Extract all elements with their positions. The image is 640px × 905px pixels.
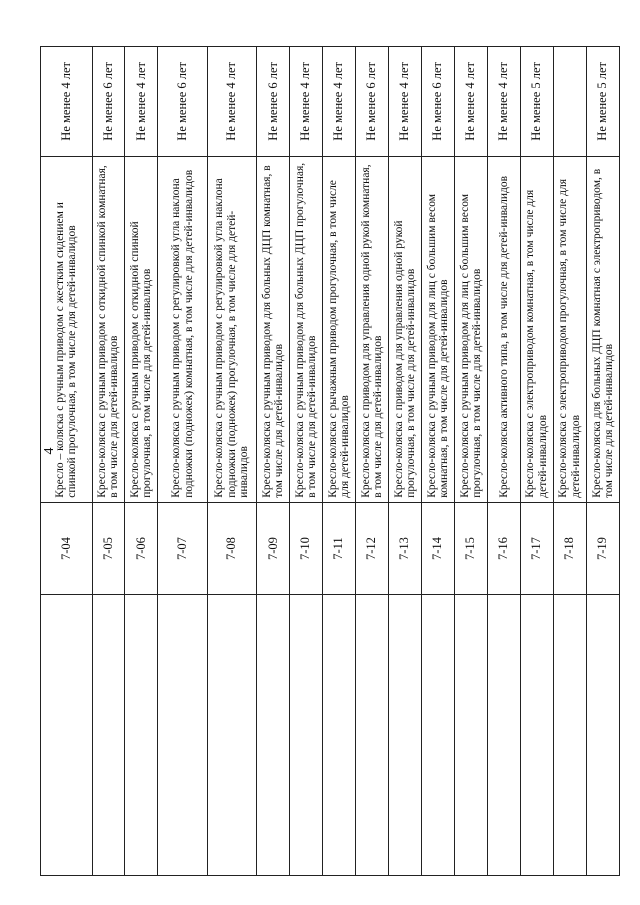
row-term: Не менее 4 лет <box>290 47 323 157</box>
table-row <box>487 47 520 876</box>
empty-cell <box>586 595 619 876</box>
row-term: Не менее 4 лет <box>207 47 256 157</box>
row-code: 7-13 <box>389 502 422 595</box>
row-code: 7-17 <box>520 502 553 595</box>
row-term <box>553 47 586 157</box>
row-name: Кресло-коляска с электроприводом прогулочная, в том числе для детей-инвалидов <box>553 156 586 502</box>
row-name: Кресло-коляска с ручным приводом для лиц с большим весом комнатная, в том числе для детей-инвалидов <box>422 156 455 502</box>
row-code: 7-09 <box>257 502 290 595</box>
empty-cell <box>257 595 290 876</box>
empty-cell <box>389 595 422 876</box>
row-name: Кресло – коляска с ручным приводом с жестким сидением и спинкой прогулочная, в том числе для детей-инвалидов <box>41 156 93 502</box>
row-term: Не менее 6 лет <box>158 47 207 157</box>
row-name: Кресло-коляска с ручным приводом с откидной спинкой прогулочная, в том числе для детей-инвалидов <box>125 156 158 502</box>
empty-cell <box>207 595 256 876</box>
row-term: Не менее 6 лет <box>422 47 455 157</box>
table-row <box>520 47 553 876</box>
row-term: Не менее 6 лет <box>257 47 290 157</box>
table-row <box>257 47 290 876</box>
table-row <box>553 47 586 876</box>
table-row <box>455 47 488 876</box>
table-row <box>125 47 158 876</box>
row-code: 7-14 <box>422 502 455 595</box>
empty-cell <box>323 595 356 876</box>
row-name: Кресло-коляска с приводом для управления одной рукой комнатная, в том числе для детей-инвалидов <box>356 156 389 502</box>
table-row <box>422 47 455 876</box>
row-code: 7-15 <box>455 502 488 595</box>
row-code: 7-12 <box>356 502 389 595</box>
row-code: 7-18 <box>553 502 586 595</box>
row-name: Кресло-коляска с приводом для управления одной рукой прогулочная, в том числе для детей-инвалидов <box>389 156 422 502</box>
empty-cell <box>92 595 125 876</box>
empty-cell <box>41 595 93 876</box>
table-row <box>290 47 323 876</box>
empty-cell <box>455 595 488 876</box>
row-name: Кресло-коляска с ручным приводом для больных ДЦП прогулочная, в том числе для детей-инвалидов <box>290 156 323 502</box>
row-name: Кресло-коляска с рычажным приводом прогулочная, в том числе для детей-инвалидов <box>323 156 356 502</box>
row-name: Кресло-коляска с электроприводом комнатная, в том числе для детей-инвалидов <box>520 156 553 502</box>
row-term: Не менее 4 лет <box>389 47 422 157</box>
table-row <box>586 47 619 876</box>
empty-cell <box>125 595 158 876</box>
table-row <box>92 47 125 876</box>
row-name: Кресло-коляска с ручным приводом для лиц с большим весом прогулочная, в том числе для детей-инвалидов <box>455 156 488 502</box>
row-code: 7-06 <box>125 502 158 595</box>
table-row <box>41 47 93 876</box>
table-row <box>389 47 422 876</box>
row-code: 7-16 <box>487 502 520 595</box>
row-term: Не менее 6 лет <box>356 47 389 157</box>
empty-cell <box>422 595 455 876</box>
empty-cell <box>487 595 520 876</box>
row-term: Не менее 4 лет <box>323 47 356 157</box>
row-code: 7-10 <box>290 502 323 595</box>
row-name: Кресло-коляска для больных ДЦП комнатная с электроприводом, в том числе для детей-инвалидов <box>586 156 619 502</box>
row-term: Не менее 6 лет <box>92 47 125 157</box>
row-code: 7-07 <box>158 502 207 595</box>
empty-cell <box>553 595 586 876</box>
row-term: Не менее 5 лет <box>586 47 619 157</box>
row-term: Не менее 4 лет <box>487 47 520 157</box>
row-name: Кресло-коляска с ручным приводом для больных ДЦП комнатная, в том числе для детей-инвалидов <box>257 156 290 502</box>
empty-cell <box>158 595 207 876</box>
page-number: 4 <box>42 447 57 455</box>
row-code: 7-08 <box>207 502 256 595</box>
empty-cell <box>356 595 389 876</box>
row-code: 7-04 <box>41 502 93 595</box>
empty-cell <box>520 595 553 876</box>
rotated-table-container <box>40 46 620 876</box>
row-name: Кресло-коляска с ручным приводом с регулировкой угла наклона подножки (подножек) комнатная, в том числе для детей-инвалидов <box>158 156 207 502</box>
table-row <box>356 47 389 876</box>
row-term: Не менее 4 лет <box>125 47 158 157</box>
empty-cell <box>290 595 323 876</box>
row-term: Не менее 4 лет <box>455 47 488 157</box>
row-name: Кресло-коляска с ручным приводом с откидной спинкой комнатная, в том числе для детей-инвалидов <box>92 156 125 502</box>
table-row <box>323 47 356 876</box>
row-name: Кресло-коляска активного типа, в том числе для детей-инвалидов <box>487 156 520 502</box>
rehabilitation-means-table <box>40 46 620 876</box>
table-row <box>207 47 256 876</box>
row-term: Не менее 4 лет <box>41 47 93 157</box>
row-name: Кресло-коляска с ручным приводом с регулировкой угла наклона подножки (подножек) прогулочная, в том числе для детей-инвалидов <box>207 156 256 502</box>
row-code: 7-19 <box>586 502 619 595</box>
table-row <box>158 47 207 876</box>
row-code: 7-05 <box>92 502 125 595</box>
row-code: 7-11 <box>323 502 356 595</box>
row-term: Не менее 5 лет <box>520 47 553 157</box>
